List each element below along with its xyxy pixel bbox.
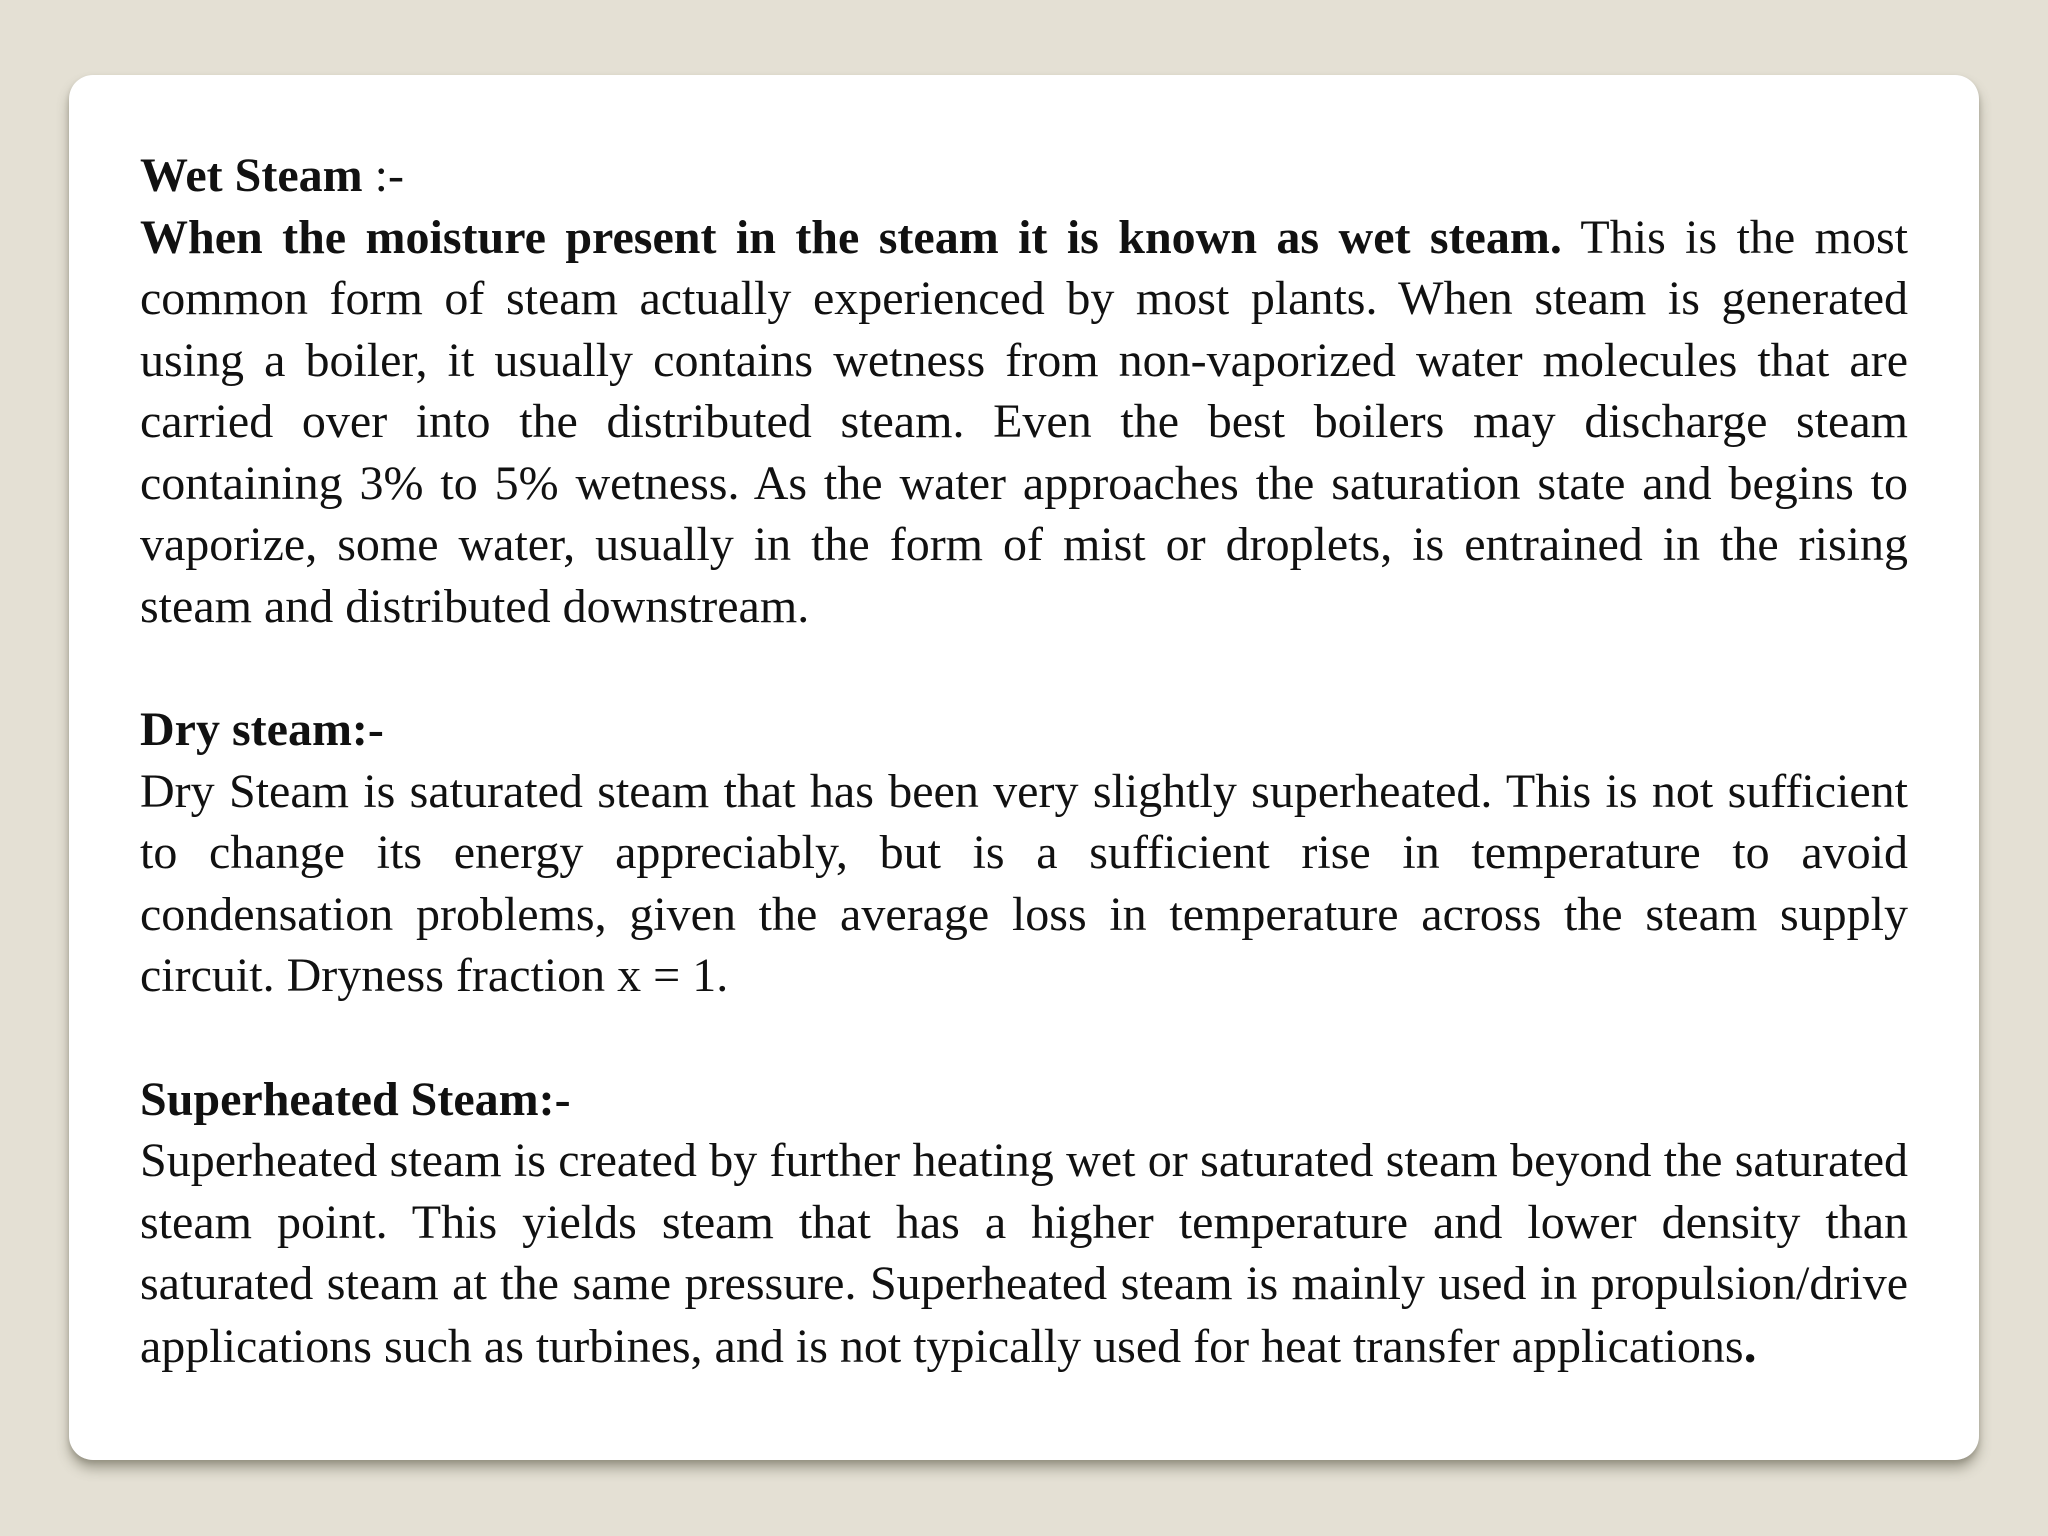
- superheated-steam-end-mark: .: [1743, 1316, 1757, 1374]
- dry-steam-paragraph: [140, 761, 1908, 1007]
- dry-steam-section: [140, 699, 1908, 1007]
- slide-content: [140, 145, 1908, 1377]
- dry-steam-heading-label: Dry steam:-: [140, 703, 384, 756]
- dry-steam-heading: [140, 699, 1908, 761]
- wet-steam-lead: When the moisture present in the steam it is known as wet steam.: [140, 210, 1562, 264]
- wet-steam-body: This is the most common form of steam actually experienced by most plants. When steam is generated using a boiler, it usually contains wetness from non-vaporized water molecules that are carried over into the distributed steam. Even the best boilers may discharge steam containing 3% to 5% wetness. As the water approaches the saturation state and begins to vaporize, some water, usually in the form of mist or droplets, is entrained in the rising steam and distributed downstream.: [140, 210, 1909, 633]
- wet-steam-section: [140, 145, 1908, 637]
- superheated-steam-body: Superheated steam is created by further heating wet or saturated steam beyond the saturated steam point. This yields steam that has a higher temperature and lower density than saturated steam at the same pressure. Superheated steam is mainly used in propulsion/drive applications such as turbines, and is not typically used for heat transfer applications: [140, 1134, 1908, 1373]
- superheated-steam-heading-label: Superheated Steam:-: [140, 1072, 571, 1126]
- superheated-steam-section: [140, 1069, 1908, 1378]
- superheated-steam-heading: [140, 1069, 1908, 1131]
- dry-steam-body: Dry Steam is saturated steam that has been very slightly superheated. This is not sufficient to change its energy appreciably, but is a sufficient rise in temperature to avoid condensation problems, given the average loss in temperature across the steam supply circuit. Dryness fraction x = 1.: [140, 764, 1908, 1002]
- wet-steam-heading-label: Wet Steam: [140, 149, 363, 202]
- wet-steam-paragraph: [140, 207, 1908, 638]
- superheated-steam-paragraph: [140, 1130, 1908, 1377]
- wet-steam-heading: [140, 145, 1908, 207]
- wet-steam-heading-suffix: :-: [362, 149, 404, 202]
